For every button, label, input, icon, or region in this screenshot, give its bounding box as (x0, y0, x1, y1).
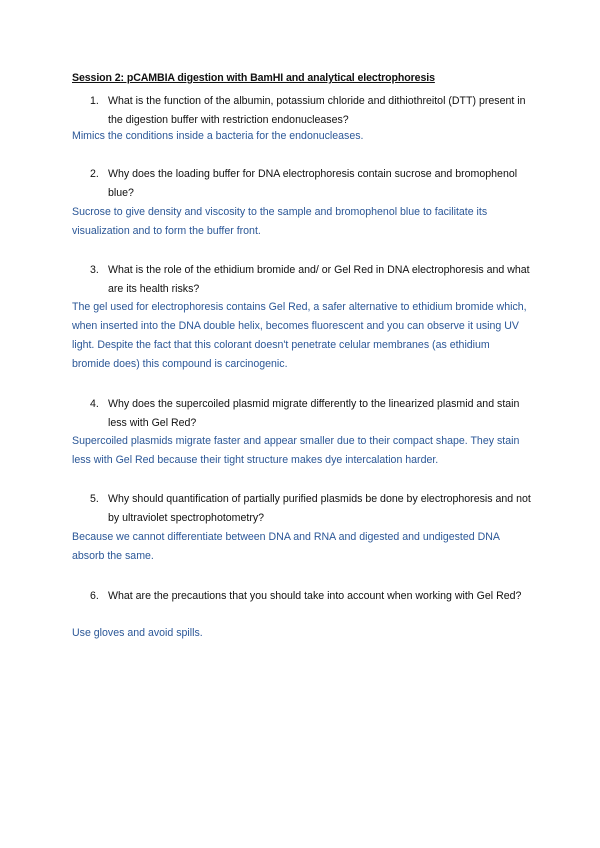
answer-3: The gel used for electrophoresis contains Gel Red, a safer alternative to ethidium bromide which, when inserted into the DNA double helix, becomes fluorescent and you can observe it using UV light. Despite the fact that this colorant doesn't penetrate celular membranes (as ethidium bromide does) this compound is carcinogenic. (72, 301, 527, 370)
question-1 (90, 92, 540, 130)
question-number: 5. (90, 493, 99, 505)
answer-6: Use gloves and avoid spills. (72, 627, 203, 639)
question-number: 2. (90, 168, 99, 180)
answer-5: Because we cannot differentiate between DNA and RNA and digested and undigested DNA absorb the same. (72, 531, 500, 562)
answer-2: Sucrose to give density and viscosity to the sample and bromophenol blue to facilitate its visualization and to form the buffer front. (72, 206, 488, 237)
question-number: 1. (90, 95, 99, 107)
question-number: 6. (90, 590, 99, 602)
question-text: What are the precautions that you should take into account when working with Gel Red? (108, 590, 522, 602)
answer-1: Mimics the conditions inside a bacteria for the endonucleases. (72, 130, 364, 142)
question-6 (90, 587, 540, 606)
answer-4: Supercoiled plasmids migrate faster and appear smaller due to their compact shape. They stain less with Gel Red because their tight structure makes dye intercalation harder. (72, 435, 520, 466)
question-text: What is the role of the ethidium bromide and/ or Gel Red in DNA electrophoresis and what are its health risks? (108, 264, 530, 295)
question-text: What is the function of the albumin, potassium chloride and dithiothreitol (DTT) present in the digestion buffer with restriction endonucleases? (108, 95, 526, 126)
question-4 (90, 395, 540, 433)
question-3 (90, 261, 540, 299)
question-number: 4. (90, 398, 99, 410)
question-number: 3. (90, 264, 99, 276)
question-text: Why does the loading buffer for DNA electrophoresis contain sucrose and bromophenol blue? (108, 168, 518, 199)
question-5 (90, 490, 540, 528)
question-text: Why does the supercoiled plasmid migrate differently to the linearized plasmid and stain less with Gel Red? (108, 398, 520, 429)
document-title: Session 2: pCAMBIA digestion with BamHI and analytical electrophoresis (72, 72, 435, 84)
question-text: Why should quantification of partially purified plasmids be done by electrophoresis and not by ultraviolet spectrophotometry? (108, 493, 531, 524)
question-2 (90, 165, 540, 203)
